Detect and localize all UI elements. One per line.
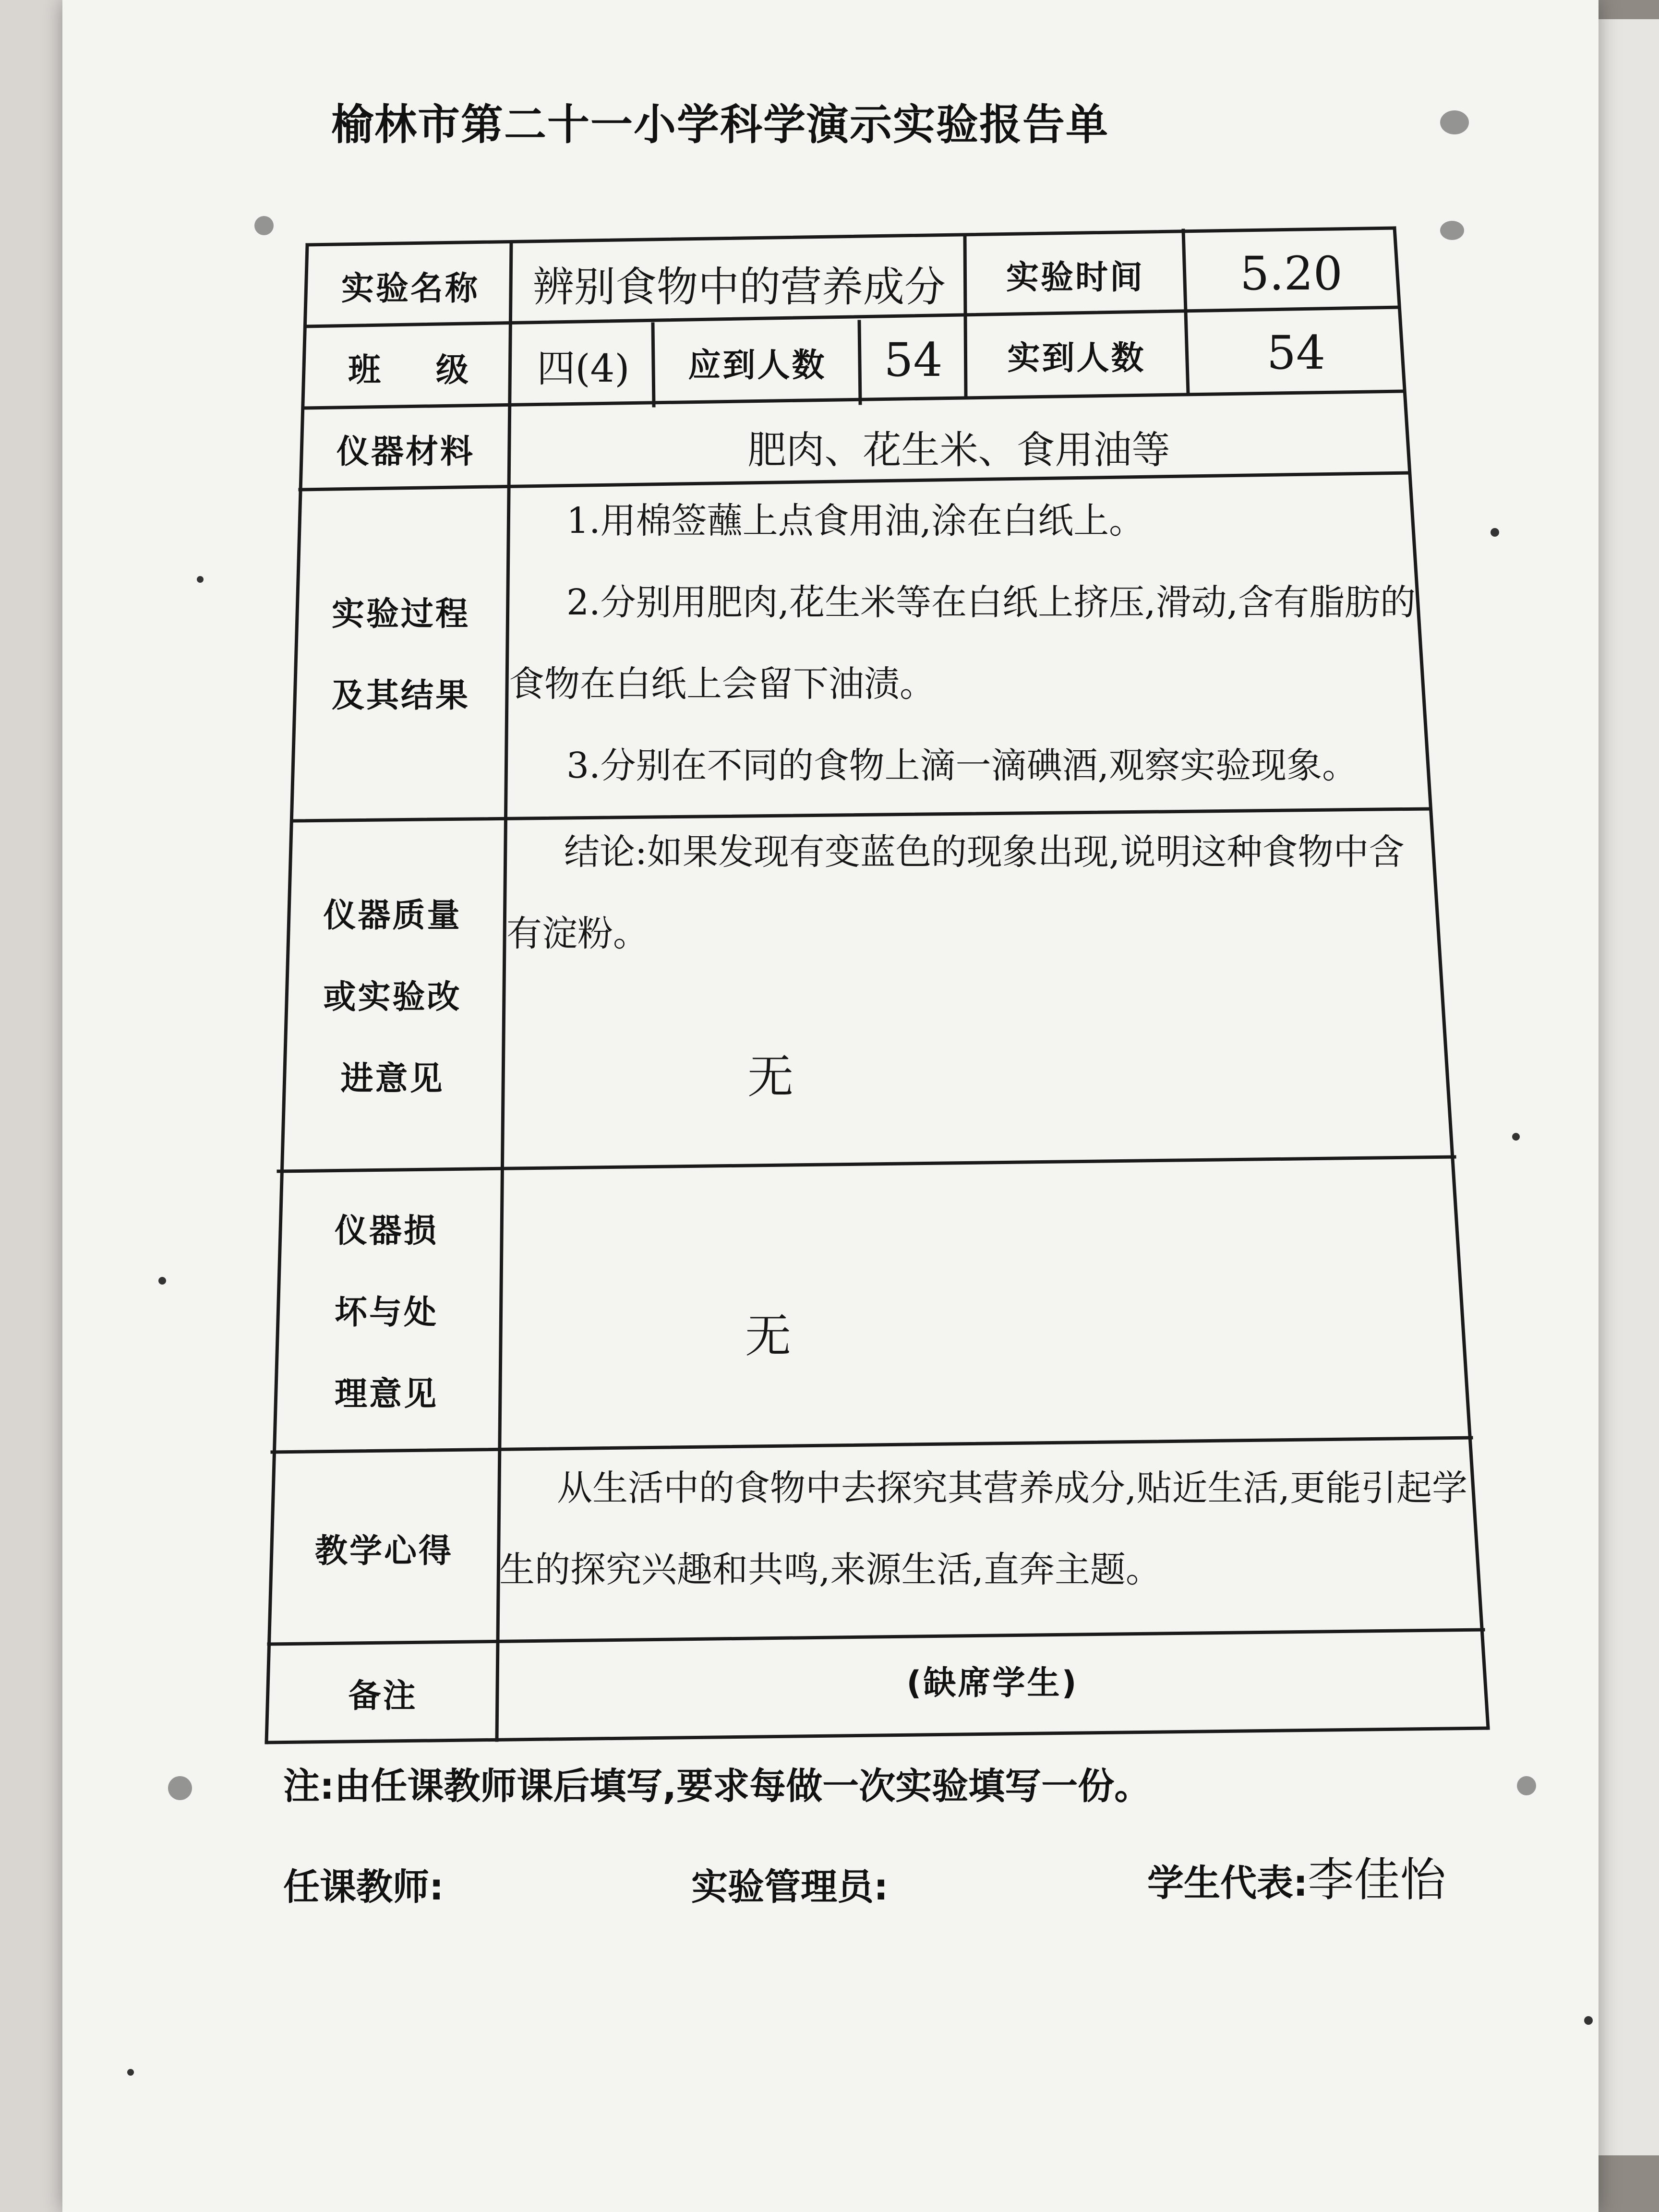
conclusion-text xyxy=(506,811,1428,979)
speck xyxy=(1491,528,1499,537)
process-step-2: 2.分别用肥肉,花生米等在白纸上挤压,滑动,含有脂肪的食物在白纸上会留下油渍。 xyxy=(509,582,1416,705)
damage-value: 无 xyxy=(745,1309,791,1363)
speck xyxy=(1512,1133,1520,1141)
process-label xyxy=(295,492,506,818)
student-rep-value: 李佳怡 xyxy=(1308,1853,1446,1907)
damage-label-line3: 理意见 xyxy=(334,1375,438,1413)
speck xyxy=(168,1776,192,1800)
teaching-content: 从生活中的食物中去探究其营养成分,贴近生活,更能引起学生的探究兴趣和共鸣,来源生活,直奔主题。 xyxy=(499,1467,1468,1590)
remarks-value: (缺席学生) xyxy=(906,1664,1079,1702)
teacher-signature xyxy=(283,1858,444,1910)
class-label: 班 级 xyxy=(348,351,470,389)
teaching-label: 教学心得 xyxy=(314,1532,453,1570)
actual-count-label: 实到人数 xyxy=(1007,339,1146,377)
conclusion-line: 结论:如果发现有变蓝色的现象出现,说明这种食物中含有淀粉。 xyxy=(506,831,1405,954)
process-step-1: 1.用棉签蘸上点食用油,涂在白纸上。 xyxy=(566,500,1145,541)
speck xyxy=(1440,110,1469,134)
admin-signature xyxy=(691,1858,888,1910)
student-rep-signature xyxy=(1147,1843,1446,1909)
footer-note: 注:由任课教师课后填写,要求每做一次实验填写一份。 xyxy=(283,1765,1151,1807)
process-text xyxy=(509,480,1426,811)
materials-label: 仪器材料 xyxy=(336,433,475,471)
teacher-label: 任课教师: xyxy=(283,1865,444,1908)
speck xyxy=(1517,1776,1536,1795)
quality-label-line1: 仪器质量 xyxy=(323,896,462,935)
student-rep-label: 学生代表: xyxy=(1147,1862,1308,1904)
damage-label xyxy=(276,1176,497,1450)
speck xyxy=(127,2069,134,2076)
quality-label xyxy=(283,826,502,1169)
speck xyxy=(158,1277,166,1285)
damage-label-line2: 坏与处 xyxy=(334,1294,438,1332)
admin-label: 实验管理员: xyxy=(691,1865,889,1908)
process-label-line1: 实验过程 xyxy=(331,595,470,633)
speck xyxy=(1584,2016,1593,2025)
expected-count-value: 54 xyxy=(884,333,943,387)
quality-label-line3: 进意见 xyxy=(340,1059,445,1098)
quality-label-line2: 或实验改 xyxy=(323,978,462,1016)
experiment-name-label: 实验名称 xyxy=(341,269,480,308)
remarks-label: 备注 xyxy=(348,1677,418,1715)
speck xyxy=(1440,221,1464,240)
expected-count-label: 应到人数 xyxy=(688,346,827,385)
speck xyxy=(254,216,274,235)
experiment-time-value: 5.20 xyxy=(1240,247,1343,301)
quality-value: 无 xyxy=(747,1049,793,1104)
process-label-line2: 及其结果 xyxy=(331,677,470,715)
report-title: 榆林市第二十一小学科学演示实验报告单 xyxy=(331,100,1109,149)
actual-count-value: 54 xyxy=(1266,326,1326,380)
experiment-name-value: 辨别食物中的营养成分 xyxy=(533,263,946,311)
process-step-3: 3.分别在不同的食物上滴一滴碘酒,观察实验现象。 xyxy=(566,745,1358,786)
experiment-time-label: 实验时间 xyxy=(1006,259,1144,297)
teaching-text xyxy=(499,1440,1486,1630)
speck xyxy=(197,576,204,583)
materials-value: 肥肉、花生米、食用油等 xyxy=(747,427,1170,472)
class-value: 四(4) xyxy=(537,346,630,391)
damage-label-line1: 仪器损 xyxy=(334,1212,438,1250)
